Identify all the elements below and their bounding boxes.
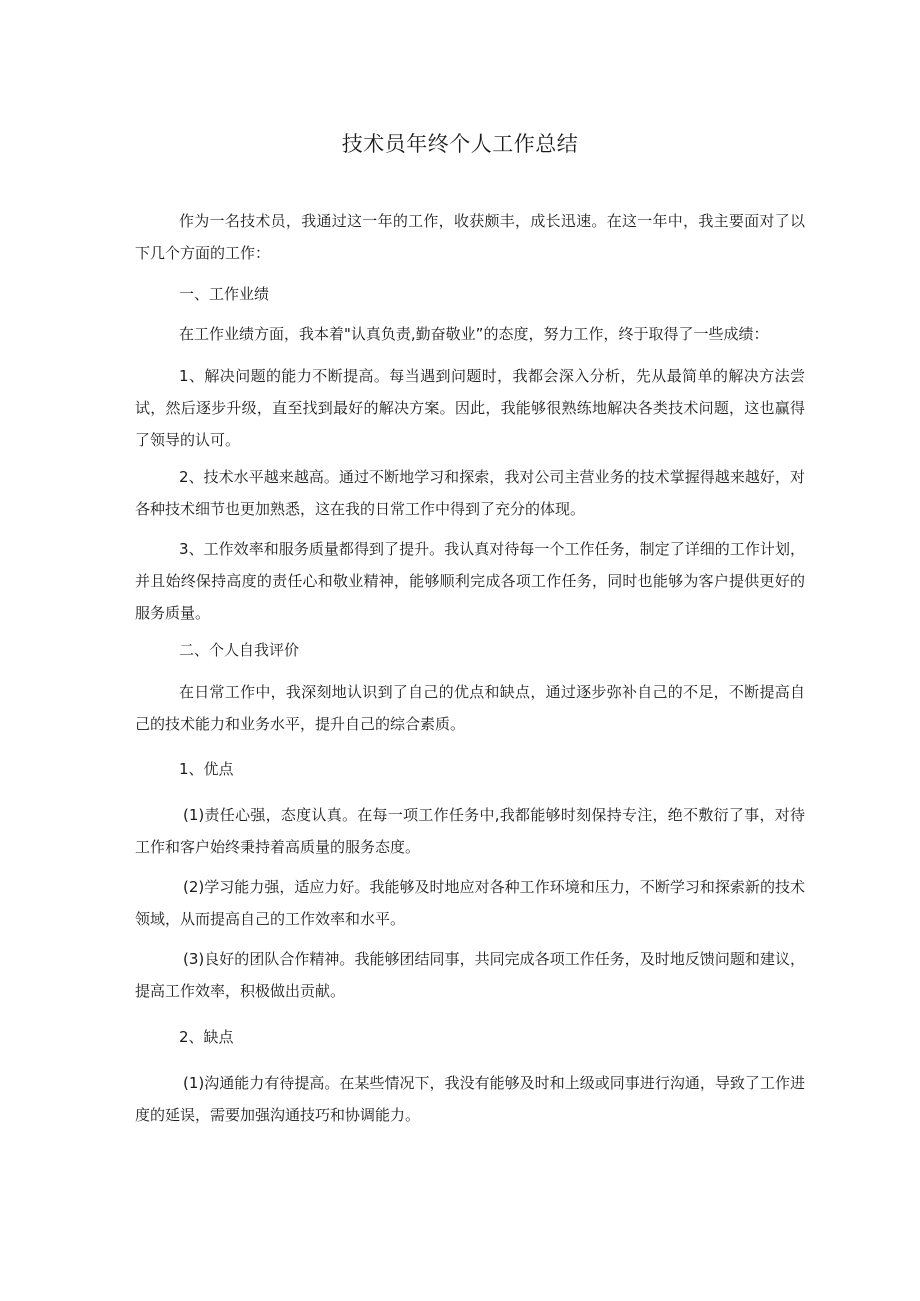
performance-item-1: 1、解决问题的能力不断提高。每当遇到问题时，我都会深入分析，先从最简单的解决方法尝试，然后逐步升级，直至找到最好的解决方案。因此，我能够很熟练地解决各类技术问题，这也赢得了领导的认可。 <box>135 367 805 449</box>
performance-item-2: 2、技术水平越来越高。通过不断地学习和探索，我对公司主营业务的技术掌握得越来越好，对各种技术细节也更加熟悉，这在我的日常工作中得到了充分的体现。 <box>135 468 805 518</box>
subheading-strengths: 1、优点 <box>179 760 234 778</box>
section-heading-performance: 一、工作业绩 <box>179 285 270 303</box>
weakness-item-1: (1)沟通能力有待提高。在某些情况下，我没有能够及时和上级或同事进行沟通，导致了工作进度的延误，需要加强沟通技巧和协调能力。 <box>135 1074 805 1124</box>
self-evaluation-paragraph: 在日常工作中，我深刻地认识到了自己的优点和缺点，通过逐步弥补自己的不足，不断提高自己的技术能力和业务水平，提升自己的综合素质。 <box>135 683 805 733</box>
strength-item-1: (1)责任心强，态度认真。在每一项工作任务中,我都能够时刻保持专注，绝不敷衍了事，对待工作和客户始终秉持着高质量的服务态度。 <box>135 806 805 856</box>
strength-item-3: (3)良好的团队合作精神。我能够团结同事，共同完成各项工作任务，及时地反馈问题和建议，提高工作效率，积极做出贡献。 <box>135 950 805 1000</box>
section-heading-self-evaluation: 二、个人自我评价 <box>179 641 300 659</box>
performance-item-3: 3、工作效率和服务质量都得到了提升。我认真对待每一个工作任务，制定了详细的工作计划，并且始终保持高度的责任心和敬业精神，能够顺利完成各项工作任务，同时也能够为客户提供更好的服务质量。 <box>135 540 805 622</box>
subheading-weaknesses: 2、缺点 <box>179 1028 234 1046</box>
intro-paragraph: 作为一名技术员，我通过这一年的工作，收获颇丰，成长迅速。在这一年中，我主要面对了以下几个方面的工作： <box>135 212 805 262</box>
strength-item-2: (2)学习能力强，适应力好。我能够及时地应对各种工作环境和压力，不断学习和探索新的技术领域，从而提高自己的工作效率和水平。 <box>135 878 805 928</box>
document-title: 技术员年终个人工作总结 <box>341 132 579 156</box>
performance-intro-paragraph: 在工作业绩方面，我本着"认真负责,勤奋敬业”的态度，努力工作，终于取得了一些成绩： <box>179 325 769 343</box>
